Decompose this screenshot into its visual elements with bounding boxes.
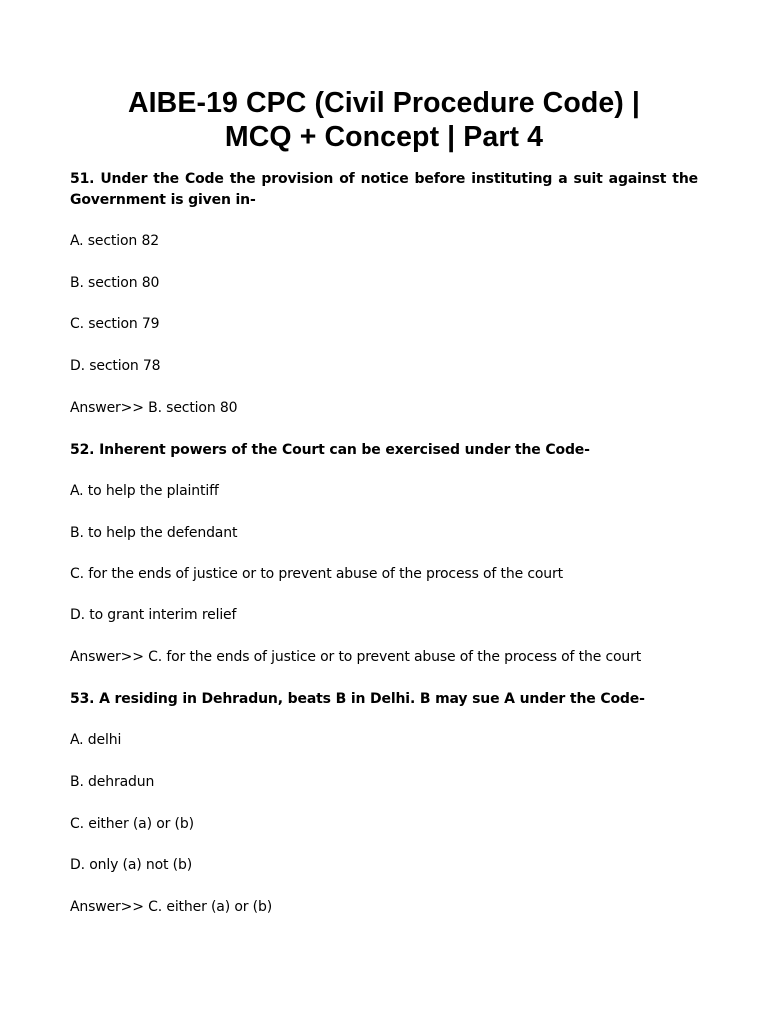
question-52-option-c: C. for the ends of justice or to prevent abuse of the process of the court: [70, 566, 563, 582]
question-52-text: 52. Inherent powers of the Court can be exercised under the Code-: [70, 442, 590, 458]
question-52-option-d: D. to grant interim relief: [70, 607, 237, 623]
question-51-option-b: B. section 80: [70, 275, 160, 291]
question-53-option-a: A. delhi: [70, 732, 122, 748]
question-53-text: 53. A residing in Dehradun, beats B in Delhi. B may sue A under the Code-: [70, 691, 645, 707]
document-title: [70, 86, 698, 154]
question-53-option-b: B. dehradun: [70, 774, 155, 790]
question-52-option-a: A. to help the plaintiff: [70, 483, 219, 499]
question-51-answer: Answer>> B. section 80: [70, 400, 238, 416]
question-51-option-c: C. section 79: [70, 316, 160, 332]
question-51-option-d: D. section 78: [70, 358, 161, 374]
question-52-option-b: B. to help the defendant: [70, 525, 238, 541]
question-53-option-c: C. either (a) or (b): [70, 816, 194, 832]
question-52-answer: Answer>> C. for the ends of justice or to prevent abuse of the process of the court: [70, 649, 642, 665]
question-51-option-a: A. section 82: [70, 233, 159, 249]
question-51-text: 51. Under the Code the provision of notice before instituting a suit against the Government is given in-: [70, 171, 698, 208]
question-53-answer: Answer>> C. either (a) or (b): [70, 899, 273, 915]
title-line-2: MCQ + Concept | Part 4: [224, 121, 544, 153]
title-line-1: AIBE-19 CPC (Civil Procedure Code) |: [127, 87, 640, 119]
question-53-option-d: D. only (a) not (b): [70, 857, 193, 873]
